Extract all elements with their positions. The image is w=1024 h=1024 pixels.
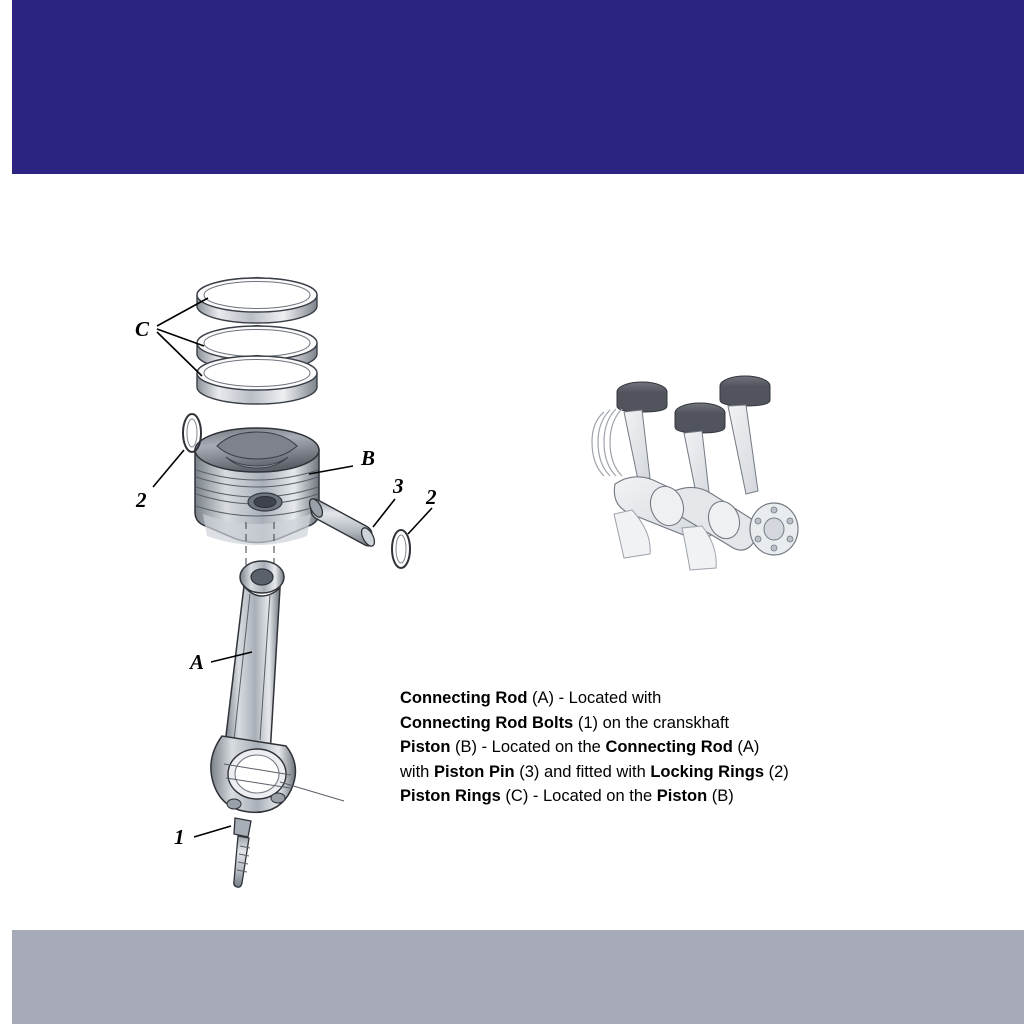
caption-term-connecting-rod-2: Connecting Rod [605, 738, 733, 756]
caption-text-4c: (2) [764, 762, 789, 781]
caption-term-piston-rings: Piston Rings [400, 787, 501, 805]
piston-ring-1 [197, 278, 317, 324]
callout-1-leader [194, 826, 231, 837]
caption-text-3a: (B) - Located on the [450, 738, 606, 756]
piston-rings-group [197, 278, 317, 405]
diagram-canvas [12, 174, 1024, 930]
caption-text-2: (1) on the cranskhaft [573, 713, 730, 732]
callout-2-right-leader [408, 508, 432, 534]
header-band [12, 0, 1024, 174]
crankshaft-assembly-thumbnail [592, 376, 798, 570]
caption-text-5a: (C) - Located on the [500, 787, 657, 805]
caption-term-piston-2: Piston [656, 787, 708, 805]
caption-term-piston-pin: Piston Pin [433, 762, 515, 781]
callout-2-left-leader [153, 450, 184, 487]
caption-term-piston: Piston [400, 738, 451, 756]
connecting-rod-bolt [234, 818, 251, 887]
callout-label-c: C [135, 317, 150, 341]
caption-term-connecting-rod-bolts: Connecting Rod Bolts [400, 713, 574, 732]
caption-line-2 [400, 711, 920, 736]
caption-block [400, 686, 920, 809]
caption-line-4 [400, 760, 920, 785]
exploded-assembly-illustration [12, 174, 1024, 930]
caption-line-5 [400, 784, 920, 809]
callout-3-leader [373, 499, 395, 527]
caption-text-4a: with [400, 762, 434, 781]
caption-line-3 [400, 735, 920, 760]
caption-text-1: (A) - Located with [527, 689, 662, 707]
piston-ring-3 [197, 356, 317, 405]
caption-term-locking-rings: Locking Rings [650, 762, 765, 781]
locking-ring-right [392, 530, 410, 568]
locking-ring-left [183, 414, 201, 452]
connecting-rod [211, 561, 296, 812]
callout-label-3: 3 [393, 474, 404, 498]
caption-text-5b: (B) [707, 787, 734, 805]
piston-group [195, 428, 319, 545]
footer-band [12, 930, 1024, 1024]
caption-text-3b: (A) [732, 738, 760, 756]
callout-label-2-right: 2 [426, 485, 437, 509]
thumb-piston-1 [617, 382, 667, 480]
callout-label-2-left: 2 [136, 488, 147, 512]
caption-text-4b: (3) and fitted with [514, 762, 651, 781]
caption-term-connecting-rod: Connecting Rod [400, 689, 528, 707]
callout-label-b: B [361, 446, 376, 470]
callout-label-a: A [190, 650, 205, 674]
thumb-piston-3 [720, 376, 770, 494]
piston-pin [307, 497, 377, 548]
left-margin-strip [0, 0, 12, 1024]
caption-line-1 [400, 686, 920, 711]
callout-label-1: 1 [174, 825, 185, 849]
thumb-drive-gear [592, 409, 622, 476]
